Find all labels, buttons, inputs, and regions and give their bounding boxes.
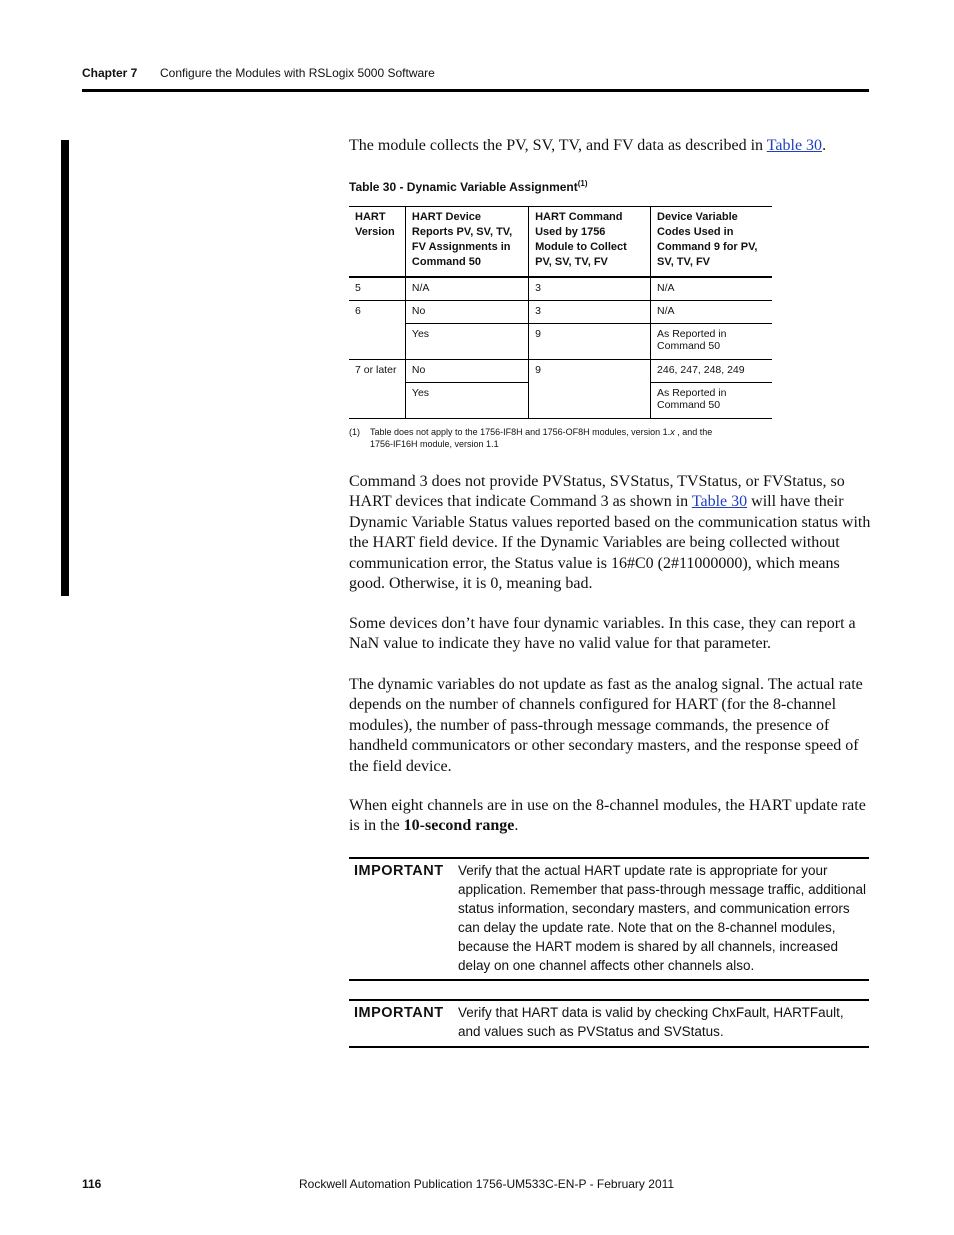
cell-codes: As Reported in Command 50 bbox=[651, 324, 772, 360]
table-row bbox=[349, 324, 772, 360]
cell-reports: No bbox=[405, 360, 528, 383]
chapter-title: Configure the Modules with RSLogix 5000 Software bbox=[160, 66, 435, 80]
paragraph-command3 bbox=[349, 472, 871, 594]
chapter-label: Chapter 7 bbox=[82, 66, 138, 80]
important-label: IMPORTANT bbox=[354, 863, 444, 879]
cell-reports: N/A bbox=[405, 277, 528, 301]
paragraph-text: . bbox=[514, 817, 519, 835]
header-command-used: HART Command Used by 1756 Module to Collect PV, SV, TV, FV bbox=[529, 207, 651, 278]
bold-range-text: 10-second range bbox=[403, 817, 515, 835]
change-bar bbox=[61, 140, 69, 596]
important-note bbox=[349, 999, 869, 1048]
paragraph-text: When eight channels are in use on the 8-channel modules, the HART update rate is in the bbox=[349, 797, 866, 835]
header-hart-version: HART Version bbox=[349, 207, 405, 278]
table-caption-text: Table 30 - Dynamic Variable Assignment bbox=[349, 180, 578, 194]
header-device-reports: HART Device Reports PV, SV, TV, FV Assignments in Command 50 bbox=[405, 207, 528, 278]
table-30-link[interactable]: Table 30 bbox=[691, 493, 748, 511]
cell-version: 7 or later bbox=[349, 360, 405, 419]
cell-version: 6 bbox=[349, 301, 405, 360]
paragraph-update-rate: The dynamic variables do not update as fast as the analog signal. The actual rate depends on the number of channels configured for HART (for the 8-channel modules), the number of pass-through message commands, the presence of handheld communicators or other secondary masters, and the response speed of the field device. bbox=[349, 676, 863, 775]
publication-footer: Rockwell Automation Publication 1756-UM533C-EN-P - February 2011 bbox=[299, 1177, 675, 1191]
cell-codes: As Reported in Command 50 bbox=[651, 383, 772, 419]
table-header-row bbox=[349, 207, 772, 278]
header-rule bbox=[82, 89, 869, 92]
footnote-number: (1) bbox=[349, 427, 360, 437]
footnote-italic-x: x bbox=[670, 427, 675, 437]
cell-version: 5 bbox=[349, 277, 405, 301]
important-text: Verify that HART data is valid by checking ChxFault, HARTFault, and values such as PVStatus and SVStatus. bbox=[458, 1005, 844, 1039]
cell-reports: Yes bbox=[405, 383, 528, 419]
footnote-text bbox=[370, 426, 730, 450]
paragraph-text: will have their Dynamic Variable Status values reported based on the communication status with the HART field device. If the Dynamic Variables are being collected without communication error, the Status value is 16#C0 (2#11000000), which means good. Otherwise, it is 0, meaning bad. bbox=[349, 493, 871, 593]
cell-command: 3 bbox=[529, 301, 651, 324]
page-number: 116 bbox=[82, 1177, 102, 1191]
important-text: Verify that the actual HART update rate is appropriate for your application. Remember that pass-through message traffic, additional status information, secondary masters, and communication errors can delay the update rate. Note that on the 8-channel modules, because the HART modem is shared by all channels, increased delay on one channel affects other channels also. bbox=[458, 863, 866, 973]
table-row bbox=[349, 277, 772, 301]
footnote-text-b: , and the 1756-IF16H module, version 1.1 bbox=[370, 427, 713, 449]
table-caption bbox=[349, 179, 588, 194]
cell-reports: No bbox=[405, 301, 528, 324]
cell-command: 9 bbox=[529, 324, 651, 360]
cell-command: 9 bbox=[529, 360, 651, 419]
cell-reports: Yes bbox=[405, 324, 528, 360]
footnote-text-a: Table does not apply to the 1756-IF8H and 1756-OF8H modules, version 1. bbox=[370, 427, 671, 437]
table-caption-footnote-ref[interactable]: (1) bbox=[577, 179, 588, 188]
table-row bbox=[349, 301, 772, 324]
intro-end: . bbox=[822, 137, 827, 154]
paragraph-nan: Some devices don’t have four dynamic variables. In this case, they can report a NaN value to indicate they have no valid value for that parameter. bbox=[349, 615, 856, 653]
important-note bbox=[349, 857, 869, 981]
table-row bbox=[349, 360, 772, 383]
dynamic-variable-table bbox=[349, 206, 772, 419]
intro-text: The module collects the PV, SV, TV, and FV data as described in bbox=[349, 137, 767, 154]
header-variable-codes: Device Variable Codes Used in Command 9 for PV, SV, TV, FV bbox=[651, 207, 772, 278]
cell-command: 3 bbox=[529, 277, 651, 301]
important-label: IMPORTANT bbox=[354, 1005, 444, 1021]
cell-codes: N/A bbox=[651, 277, 772, 301]
paragraph-text: Command 3 does not provide PVStatus, SVStatus, TVStatus, or FVStatus, so HART devices that indicate Command 3 as shown in bbox=[349, 473, 845, 511]
paragraph-eight-channels bbox=[349, 796, 871, 837]
cell-codes: 246, 247, 248, 249 bbox=[651, 360, 772, 383]
intro-paragraph bbox=[349, 136, 871, 156]
cell-codes: N/A bbox=[651, 301, 772, 324]
table-30-link[interactable]: Table 30 bbox=[766, 137, 823, 154]
